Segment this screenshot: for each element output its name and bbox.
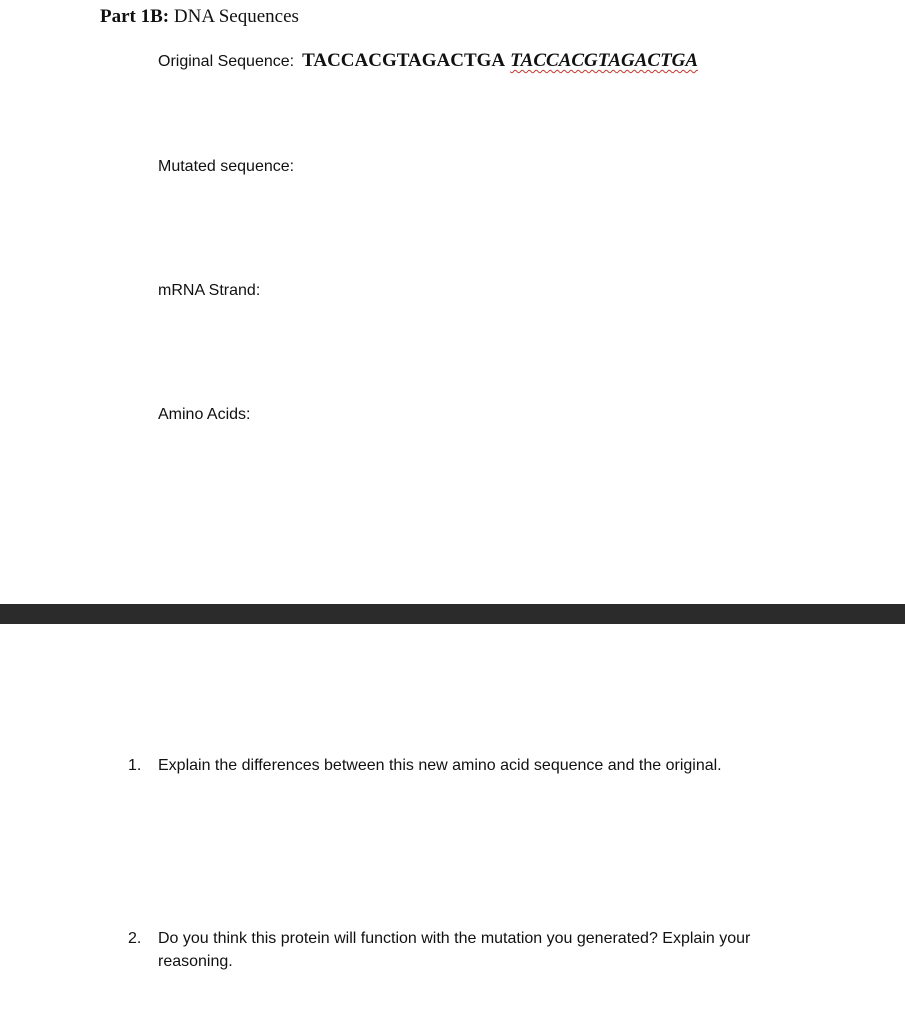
part-title-text: DNA Sequences <box>173 6 299 27</box>
part-label: Part 1B: <box>100 6 170 27</box>
original-sequence-row <box>158 50 698 72</box>
original-sequence-label: Original Sequence: <box>158 53 295 70</box>
question-2-number: 2. <box>128 930 142 947</box>
question-1-text: Explain the differences between this new amino acid sequence and the original. <box>158 757 722 774</box>
original-sequence-value: TACCACGTAGACTGA <box>302 50 506 71</box>
original-sequence-value-italic: TACCACGTAGACTGA <box>510 50 699 71</box>
question-1-number: 1. <box>128 757 142 774</box>
page-break-divider <box>0 604 905 624</box>
mrna-strand-label: mRNA Strand: <box>158 282 261 299</box>
question-2-text: Do you think this protein will function with the mutation you generated? Explain your reasoning. <box>158 930 751 970</box>
amino-acids-label: Amino Acids: <box>158 406 251 423</box>
part-heading <box>100 6 299 28</box>
document-page-2 <box>0 624 905 1024</box>
mutated-sequence-label: Mutated sequence: <box>158 158 295 175</box>
